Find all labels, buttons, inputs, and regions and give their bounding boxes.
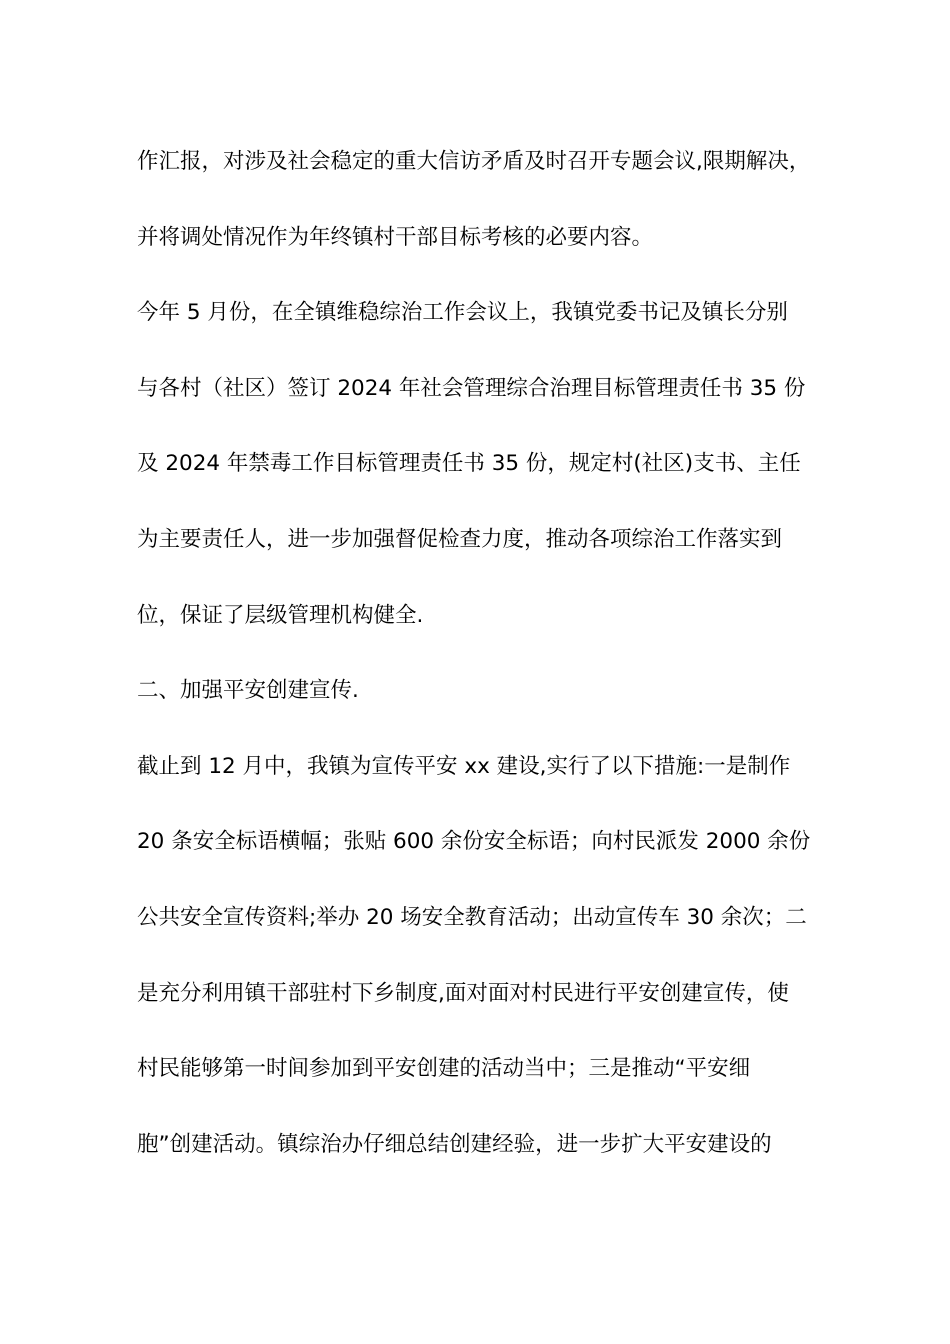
text-line: 是充分利用镇干部驻村下乡制度,面对面对村民进行平安创建宣传，使 [137, 980, 789, 1006]
text-line: 为主要责任人，进一步加强督促检查力度，推动各项综治工作落实到 [137, 526, 783, 552]
text-line: 作汇报，对涉及社会稳定的重大信访矛盾及时召开专题会议,限期解决， [137, 149, 811, 174]
text-line: 今年 5 月份，在全镇维稳综治工作会议上，我镇党委书记及镇长分别 [137, 300, 788, 326]
text-line: 及 2024 年禁毒工作目标管理责任书 35 份，规定村(社区)支书、主任 [137, 451, 801, 477]
text-line: 与各村（社区）签订 2024 年社会管理综合治理目标管理责任书 35 份 [137, 375, 806, 401]
section-heading: 二、加强平安创建宣传. [137, 678, 359, 704]
text-line: 位，保证了层级管理机构健全. [137, 602, 424, 628]
text-line: 20 条安全标语横幅；张贴 600 余份安全标语；向村民派发 2000 余份 [137, 829, 811, 855]
text-line: 并将调处情况作为年终镇村干部目标考核的必要内容。 [137, 224, 654, 250]
text-line: 截止到 12 月中，我镇为宣传平安 xx 建设,实行了以下措施:一是制作 [137, 753, 791, 779]
text-line: 村民能够第一时间参加到平安创建的活动当中；三是推动“平安细 [137, 1056, 751, 1082]
document-body [137, 140, 837, 1198]
text-line: 胞”创建活动。镇综治办仔细总结创建经验，进一步扩大平安建设的 [137, 1131, 772, 1157]
text-line: 公共安全宣传资料;举办 20 场安全教育活动；出动宣传车 30 余次；二 [137, 904, 807, 930]
